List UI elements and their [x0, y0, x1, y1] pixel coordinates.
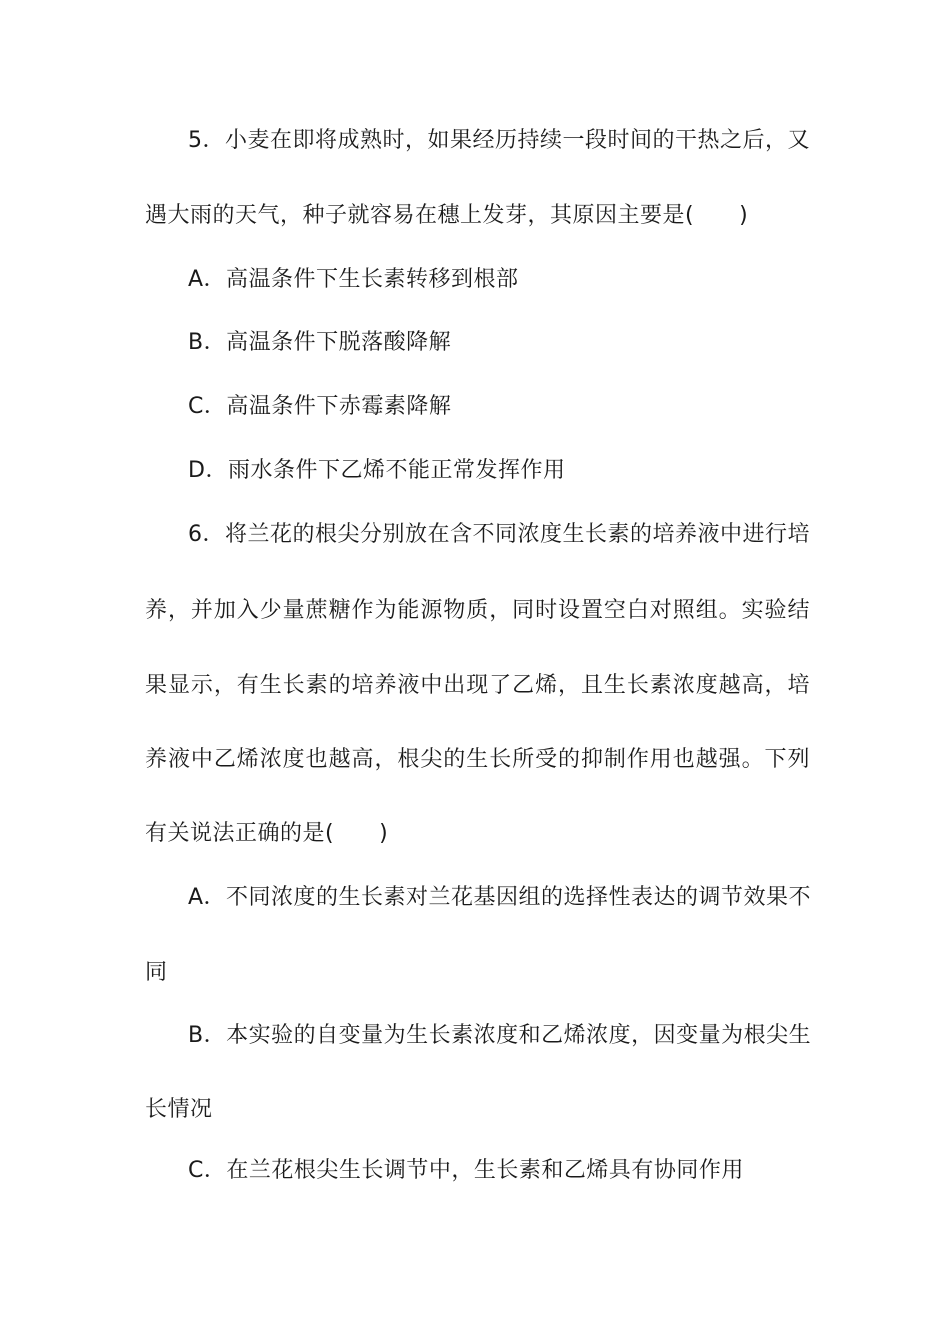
q6-option-c: C．在兰花根尖生长调节中，生长素和乙烯具有协同作用: [188, 1158, 744, 1183]
q6-option-a-line-1: A．不同浓度的生长素对兰花基因组的选择性表达的调节效果不: [188, 885, 812, 910]
q6-option-b-line-1: B．本实验的自变量为生长素浓度和乙烯浓度，因变量为根尖生: [188, 1023, 812, 1048]
q6-stem-line-1: 6．将兰花的根尖分别放在含不同浓度生长素的培养液中进行培: [188, 522, 810, 547]
q6-stem-line-2: 养，并加入少量蔗糖作为能源物质，同时设置空白对照组。实验结: [145, 598, 810, 623]
q6-stem-line-5: 有关说法正确的是( ): [145, 821, 389, 846]
q6-stem-line-3: 果显示，有生长素的培养液中出现了乙烯，且生长素浓度越高，培: [145, 673, 810, 698]
q5-option-b: B．高温条件下脱落酸降解: [188, 330, 452, 355]
q5-stem-line-2: 遇大雨的天气，种子就容易在穗上发芽，其原因主要是( ): [145, 203, 749, 228]
q5-stem-line-1: 5．小麦在即将成熟时，如果经历持续一段时间的干热之后，又: [188, 128, 810, 153]
q6-option-a-line-2: 同: [145, 960, 168, 985]
q6-stem-line-4: 养液中乙烯浓度也越高，根尖的生长所受的抑制作用也越强。下列: [145, 747, 810, 772]
q5-option-d: D．雨水条件下乙烯不能正常发挥作用: [188, 458, 566, 483]
q5-option-a: A．高温条件下生长素转移到根部: [188, 267, 519, 292]
q5-option-c: C．高温条件下赤霉素降解: [188, 394, 452, 419]
q6-option-b-line-2: 长情况: [145, 1097, 213, 1122]
